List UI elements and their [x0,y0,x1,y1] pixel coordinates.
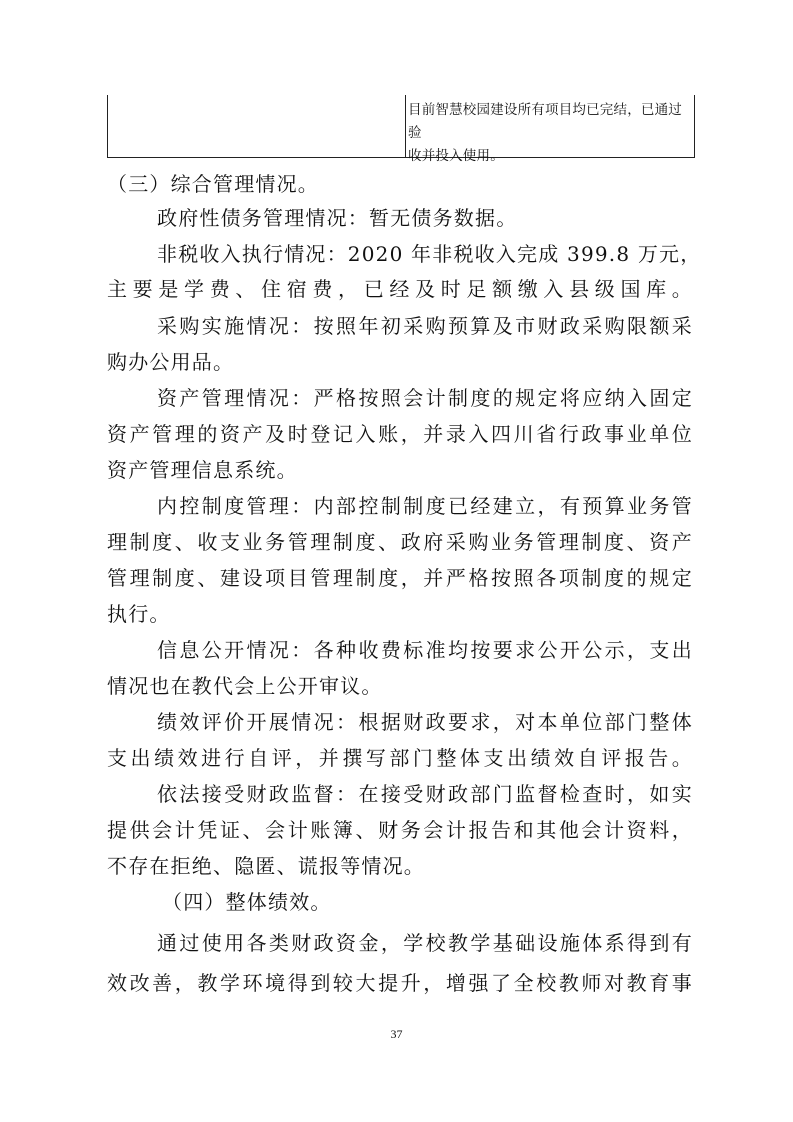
non-tax-line: 非税收入执行情况：2020 年非税收入完成 399.8 万元， [157,242,702,266]
internal-control-line: 执行。 [107,602,171,626]
page-number: 37 [390,1027,403,1041]
supervision-line: 提供会计凭证、会计账簿、财务会计报告和其他会计资料， [107,818,693,842]
non-tax-line: 主要是学费、住宿费，已经及时足额缴入县级国库。 [107,277,693,301]
debt-paragraph: 政府性债务管理情况：暂无债务数据。 [157,206,518,230]
procurement-line: 采购实施情况：按照年初采购预算及市财政采购限额采 [157,314,693,338]
disclosure-line: 情况也在教代会上公开审议。 [107,674,383,698]
table-cell-left [108,95,406,157]
supervision-line: 依法接受财政监督：在接受财政部门监督检查时，如实 [157,782,693,806]
internal-control-line: 内控制度管理：内部控制制度已经建立，有预算业务管 [157,494,693,518]
table-cell-line: 目前智慧校园建设所有项目均已完结，已通过验 [408,102,682,141]
supervision-line: 不存在拒绝、隐匿、谎报等情况。 [107,854,425,878]
disclosure-line: 信息公开情况：各种收费标准均按要求公开公示，支出 [157,638,693,662]
section3-heading: （三）综合管理情况。 [107,172,319,196]
internal-control-line: 管理制度、建设项目管理制度，并严格按照各项制度的规定 [107,566,693,590]
procurement-line: 购办公用品。 [107,350,235,374]
internal-control-line: 理制度、收支业务管理制度、政府采购业务管理制度、资产 [107,530,693,554]
assets-line: 资产管理情况：严格按照会计制度的规定将应纳入固定 [157,386,693,410]
overall-line: 效改善，教学环境得到较大提升，增强了全校教师对教育事 [107,971,693,995]
performance-line: 绩效评价开展情况：根据财政要求，对本单位部门整体 [157,710,693,734]
performance-line: 支出绩效进行自评，并撰写部门整体支出绩效自评报告。 [107,746,693,770]
assets-line: 资产管理信息系统。 [107,458,298,482]
overall-line: 通过使用各类财政资金，学校教学基础设施体系得到有 [157,931,693,955]
table-fragment [107,95,695,164]
assets-line: 资产管理的资产及时登记入账，并录入四川省行政事业单位 [107,422,693,446]
section4-heading: （四）整体绩效。 [162,890,332,914]
table-cell-line: 收并投入使用。 [408,148,504,164]
table-cell-right [408,99,692,168]
